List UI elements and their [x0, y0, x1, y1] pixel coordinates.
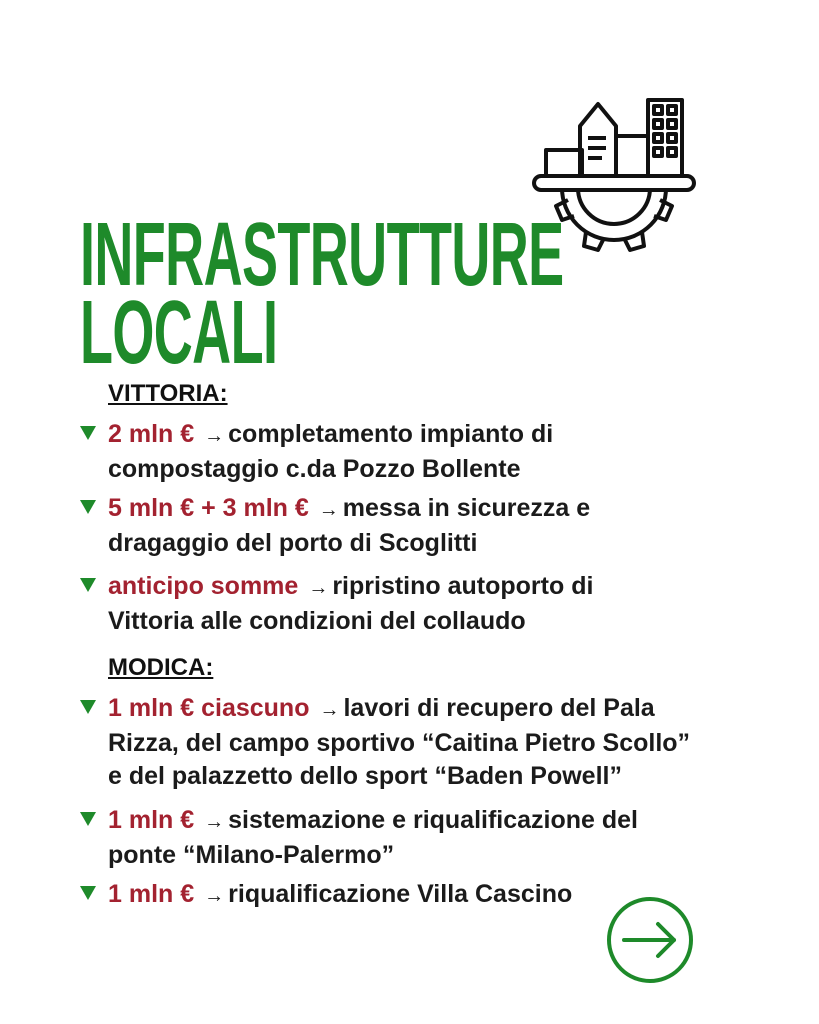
item-text: ripristino autoporto di: [332, 572, 594, 600]
triangle-bullet-icon: [80, 812, 96, 826]
arrow-icon: →: [308, 577, 329, 599]
item-text: sistemazione e riqualificazione del: [228, 806, 639, 834]
triangle-bullet-icon: [80, 426, 96, 440]
amount: 1 mln €: [108, 806, 195, 834]
page-title-line-2: LOCALI: [80, 283, 278, 383]
item-text: messa in sicurezza e: [342, 494, 591, 522]
item-text-line-2: Vittoria alle condizioni del collaudo: [108, 607, 526, 635]
arrow-icon: →: [318, 499, 339, 521]
amount: anticipo somme: [108, 572, 299, 600]
amount: 1 mln € ciascuno: [108, 694, 310, 722]
list-item: [80, 804, 780, 872]
list-item: [80, 570, 780, 638]
item-text: completamento impianto di: [228, 420, 554, 448]
item-text-line-3: e del palazzetto dello sport “Baden Powell”: [108, 762, 622, 790]
triangle-bullet-icon: [80, 700, 96, 714]
list-item: [80, 692, 780, 793]
list-item: [80, 418, 780, 486]
triangle-bullet-icon: [80, 886, 96, 900]
triangle-bullet-icon: [80, 578, 96, 592]
arrow-icon: →: [319, 699, 340, 721]
arrow-icon: →: [204, 425, 225, 447]
item-text-line-2: ponte “Milano-Palermo”: [108, 841, 395, 869]
arrow-icon: →: [204, 885, 225, 907]
section-heading-vittoria: VITTORIA:: [108, 380, 228, 407]
item-text-line-2: compostaggio c.da Pozzo Bollente: [108, 455, 521, 483]
amount: 2 mln €: [108, 420, 195, 448]
item-text: lavori di recupero del Pala: [343, 694, 655, 722]
arrow-right-icon[interactable]: [606, 896, 694, 984]
item-text-line-2: dragaggio del porto di Scoglitti: [108, 529, 478, 557]
arrow-icon: →: [204, 811, 225, 833]
list-item: [80, 492, 780, 560]
item-text: riqualificazione Villa Cascino: [228, 880, 573, 908]
amount: 5 mln € + 3 mln €: [108, 494, 309, 522]
amount: 1 mln €: [108, 880, 195, 908]
page-title-line-1: INFRASTRUTTURE: [80, 205, 564, 305]
item-text-line-2: Rizza, del campo sportivo “Caitina Pietro Scollo”: [108, 729, 691, 757]
section-heading-modica: MODICA:: [108, 654, 214, 681]
city-gear-icon: [528, 96, 700, 266]
triangle-bullet-icon: [80, 500, 96, 514]
